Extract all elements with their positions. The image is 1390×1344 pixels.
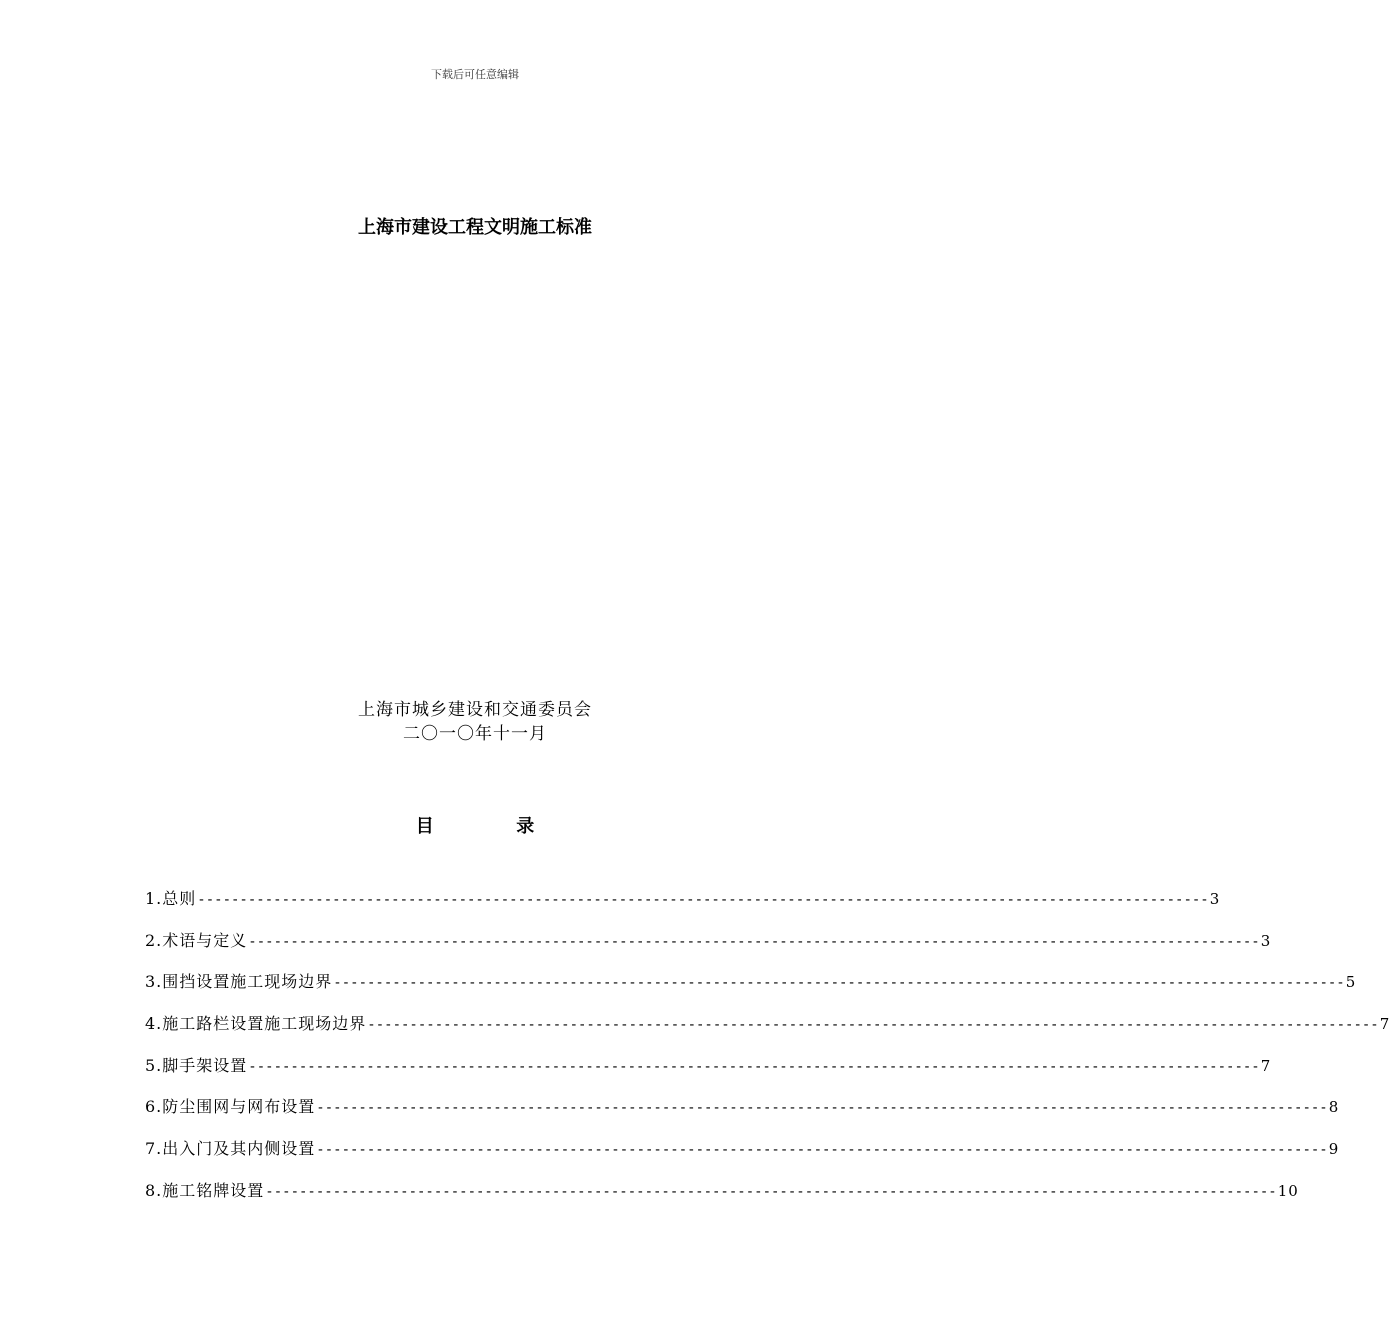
toc-entry[interactable] <box>145 1053 1272 1095</box>
toc-entry-label: 6.防尘围网与网布设置 <box>145 1097 316 1117</box>
toc-leader: ------------------------------------------------------------------------------------------------------------------------ <box>248 933 1260 950</box>
toc-entry-page: 7 <box>1260 1056 1272 1075</box>
toc-leader: ------------------------------------------------------------------------------------------------------------------------ <box>197 892 1209 908</box>
toc-heading <box>0 812 950 838</box>
toc-entry-label: 7.出入门及其内侧设置 <box>145 1139 316 1159</box>
toc-entry-page: 3 <box>1209 890 1221 908</box>
toc-heading-left: 目 <box>415 816 434 837</box>
issuer-organization: 上海市城乡建设和交通委员会 <box>358 700 592 720</box>
toc-leader: ------------------------------------------------------------------------------------------------------------------------ <box>333 975 1345 992</box>
toc-entry-label: 8.施工铭牌设置 <box>145 1180 265 1200</box>
toc-entry[interactable] <box>145 969 1357 1011</box>
toc-entry[interactable] <box>145 928 1272 970</box>
toc-entry-page: 7 <box>1379 1015 1390 1034</box>
header-note: 下载后可任意编辑 <box>431 68 519 81</box>
toc-entry[interactable] <box>145 1136 1340 1178</box>
toc-leader: ------------------------------------------------------------------------------------------------------------------------ <box>316 1142 1328 1159</box>
issuer-block <box>0 698 950 746</box>
toc-entry-label: 2.术语与定义 <box>145 930 248 950</box>
toc-entry-label: 3.围挡设置施工现场边界 <box>145 972 333 992</box>
toc-entry[interactable] <box>145 1094 1340 1136</box>
toc-entry-label: 5.脚手架设置 <box>145 1055 248 1075</box>
toc-entry-page: 10 <box>1277 1181 1299 1200</box>
toc-leader: ------------------------------------------------------------------------------------------------------------------------ <box>248 1058 1260 1075</box>
toc-entry-page: 5 <box>1345 973 1357 992</box>
document-title: 上海市建设工程文明施工标准 <box>358 217 592 238</box>
toc-entry-page: 8 <box>1328 1098 1340 1117</box>
toc-heading-right: 录 <box>516 816 535 837</box>
toc-entry-label: 1.总则 <box>145 889 197 908</box>
toc-entry-page: 3 <box>1260 931 1272 950</box>
toc-leader: ------------------------------------------------------------------------------------------------------------------------ <box>265 1183 1277 1200</box>
issuer-date: 二〇一〇年十一月 <box>403 724 547 744</box>
toc-leader: ------------------------------------------------------------------------------------------------------------------------ <box>367 1017 1379 1034</box>
toc-entry[interactable] <box>145 886 1221 928</box>
toc-entry[interactable] <box>145 1178 1299 1220</box>
toc-entry-label: 4.施工路栏设置施工现场边界 <box>145 1014 367 1034</box>
toc-entry-page: 9 <box>1328 1140 1340 1159</box>
table-of-contents <box>145 886 1390 1220</box>
toc-leader: ------------------------------------------------------------------------------------------------------------------------ <box>316 1100 1328 1117</box>
toc-entry[interactable] <box>145 1011 1390 1053</box>
